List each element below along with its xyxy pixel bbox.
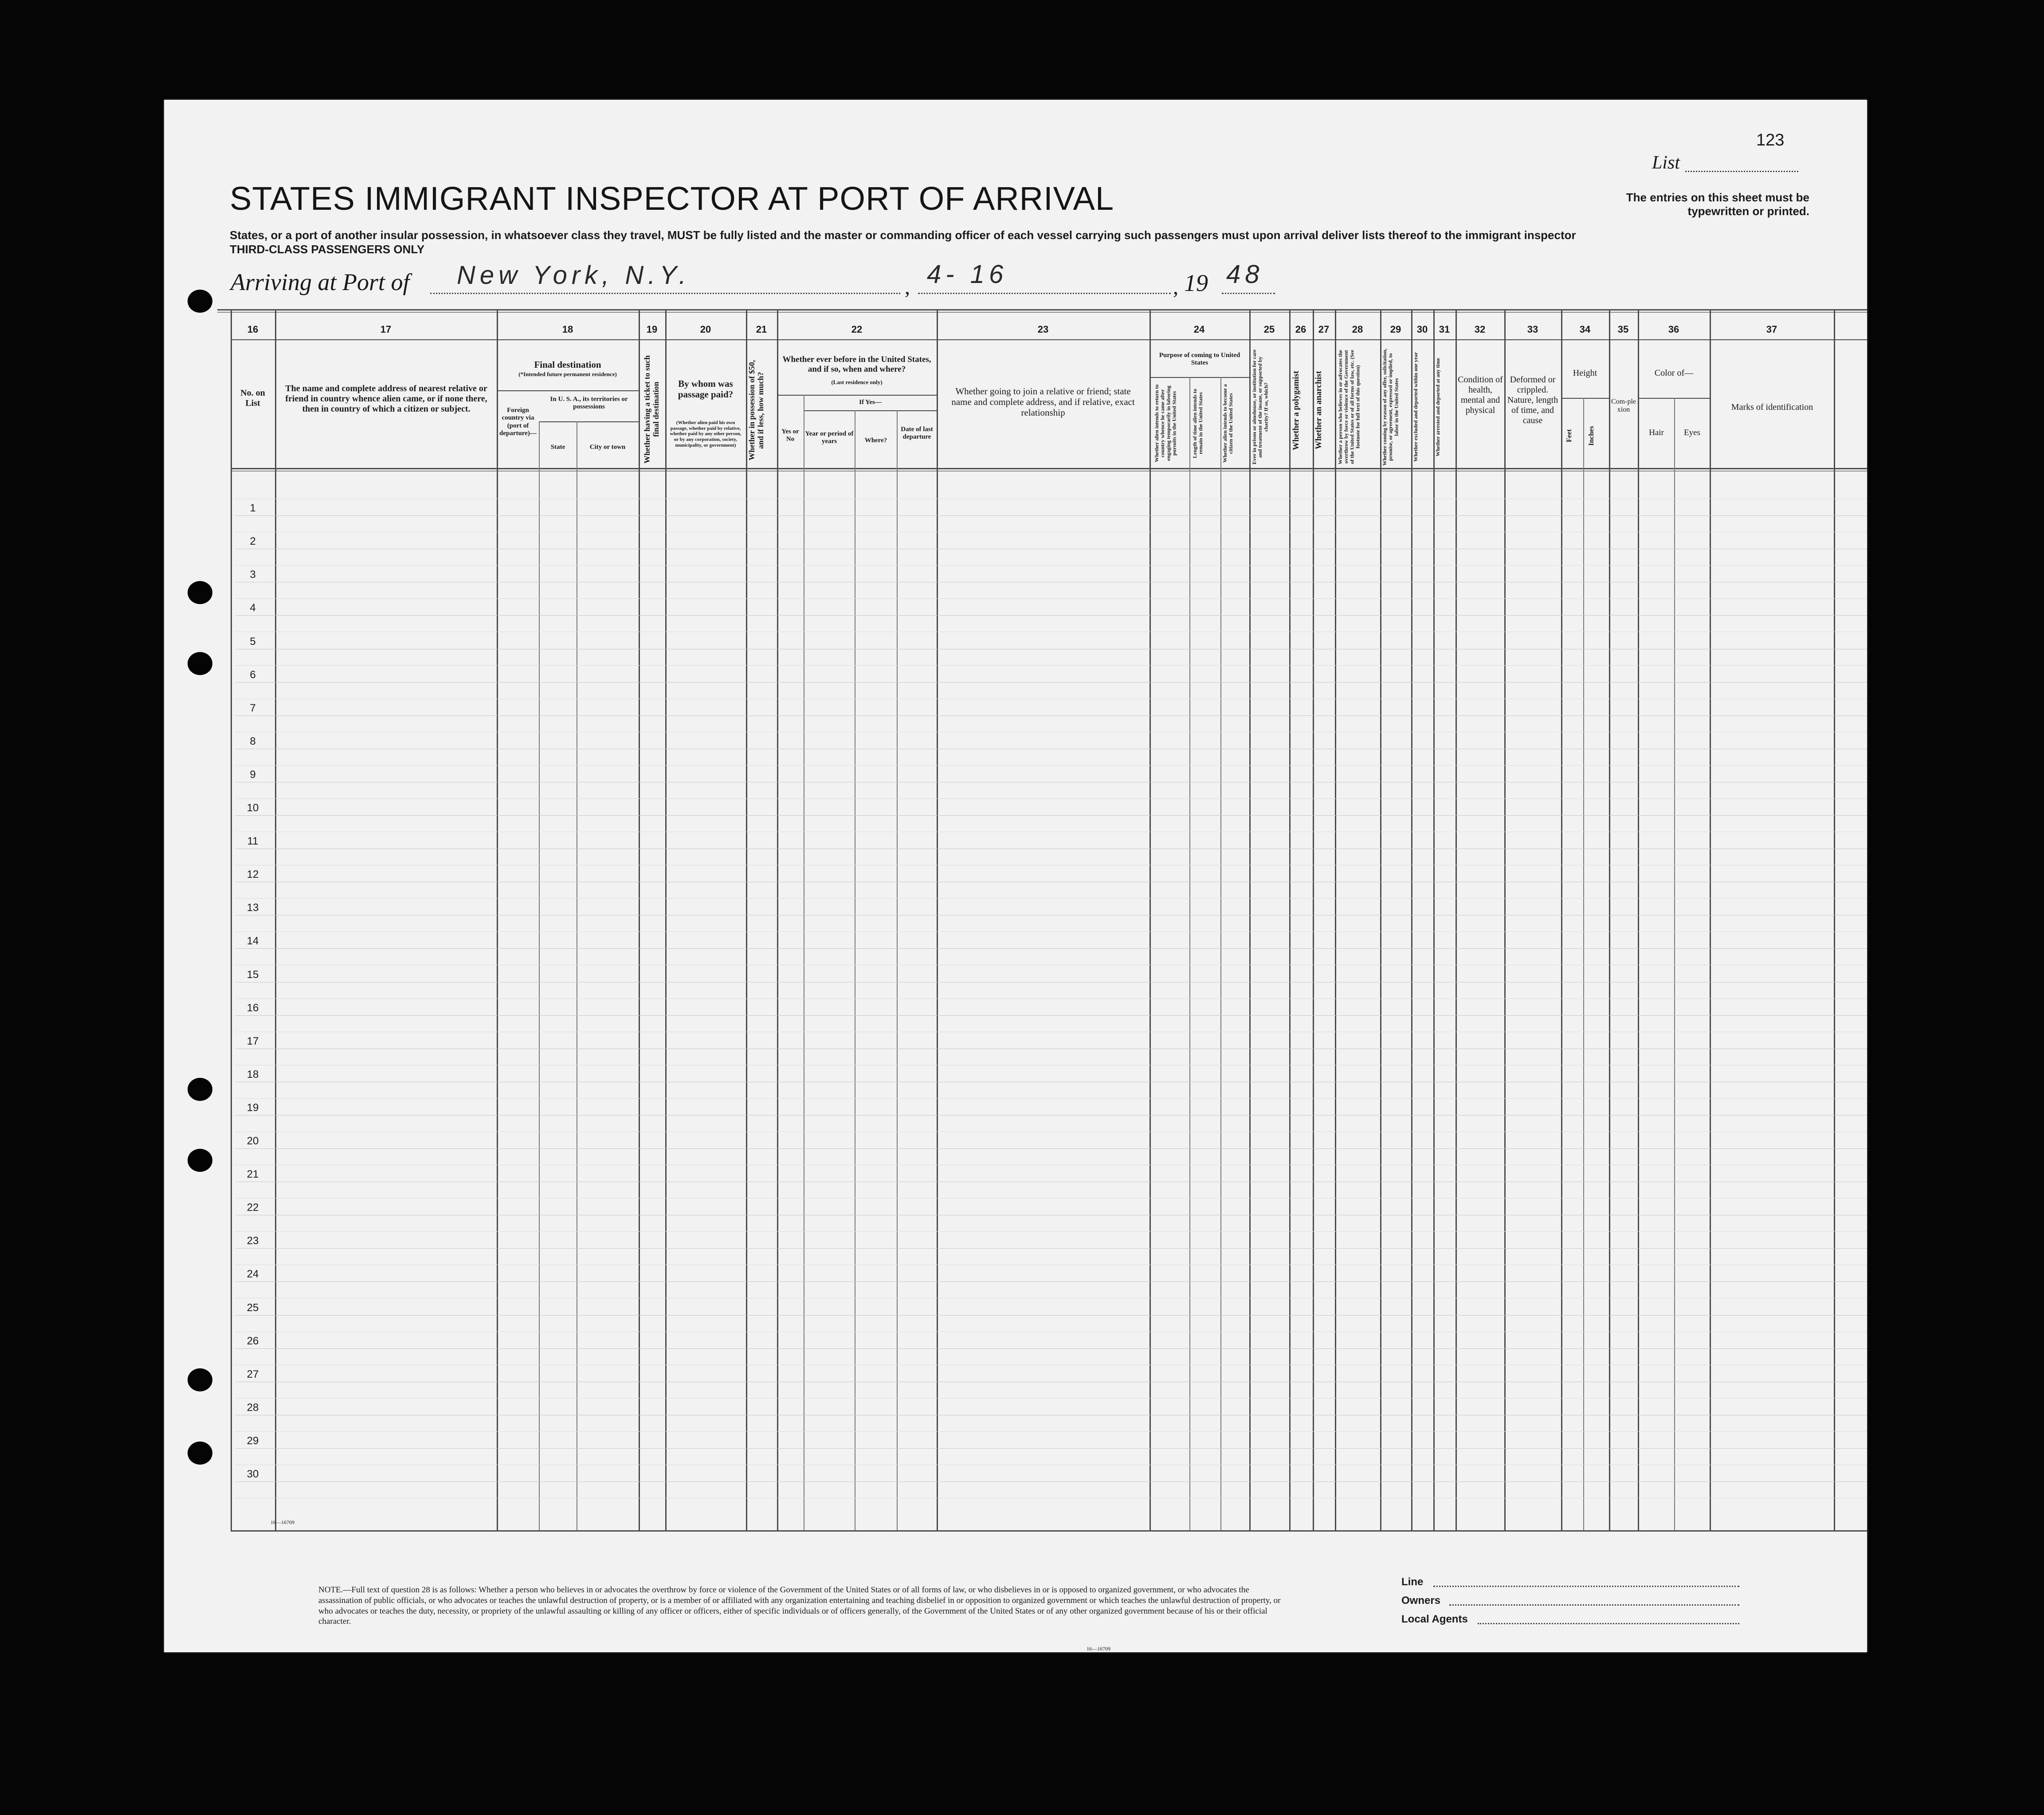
row-number: 2 <box>250 535 256 547</box>
punch-hole <box>188 1442 212 1465</box>
row-number: 9 <box>250 769 256 781</box>
column-line <box>1583 398 1584 1530</box>
colnum-26: 26 <box>1295 324 1306 335</box>
header-color-of: Color of— <box>1654 368 1694 378</box>
header-in-usa: In U. S. A., its territories or possessions <box>550 396 628 411</box>
row-rule <box>235 1015 1867 1016</box>
row-rule <box>235 1281 1867 1282</box>
column-line <box>897 410 898 1530</box>
header-no-on-list: No. on List <box>240 388 265 408</box>
punch-hole <box>188 1368 212 1391</box>
row-number: 5 <box>250 636 256 648</box>
port-line <box>430 293 900 294</box>
header-purpose-a: Whether alien intends to return to country whence he came after engaging temporarily in laboring pursuits in the United States <box>1153 384 1177 463</box>
header-eyes: Eyes <box>1684 428 1700 437</box>
table-top-rule <box>217 312 1867 313</box>
agents-field <box>1478 1623 1739 1624</box>
row-number: 22 <box>247 1202 259 1214</box>
header-deformed: Deformed or crippled. Nature, length of time, and cause <box>1507 375 1558 425</box>
colnum-34: 34 <box>1579 324 1591 335</box>
row-subrule <box>235 1431 1867 1432</box>
colnum-37: 37 <box>1766 324 1777 335</box>
footer-form-code: 16—16709 <box>1087 1646 1110 1652</box>
row-rule <box>235 1315 1867 1316</box>
column-line <box>1189 377 1190 1530</box>
rule-18 <box>539 421 639 422</box>
colnum-20: 20 <box>700 324 711 335</box>
agents-label: Local Agents <box>1401 1613 1468 1625</box>
year-prefix: 19 <box>1184 270 1208 296</box>
header-health: Condition of health, mental and physical <box>1458 375 1503 415</box>
header-offer: Whether coming by reason of any offer, solicitation, promise, or agreement, expressed or implied, to labor in the United States <box>1381 348 1400 466</box>
header-hair: Hair <box>1649 428 1664 437</box>
form-code-bottom: 16—16709 <box>271 1519 294 1525</box>
row-subrule <box>235 1098 1867 1099</box>
row-number: 10 <box>247 802 259 814</box>
row-subrule <box>235 1131 1867 1132</box>
row-number: 23 <box>247 1235 259 1247</box>
row-number: 1 <box>250 502 256 514</box>
header-ticket: Whether having a ticket to such final destination <box>643 355 660 464</box>
row-number: 28 <box>247 1402 259 1414</box>
row-number: 11 <box>247 835 259 847</box>
row-rule <box>235 1148 1867 1149</box>
row-subrule <box>235 931 1867 932</box>
row-subrule <box>235 765 1867 766</box>
comma: , <box>905 275 910 299</box>
colnum-17: 17 <box>380 324 392 335</box>
header-foreign-country: Foreign country via (port of departure)— <box>499 407 537 437</box>
header-anarchist: Whether an anarchist <box>1314 371 1323 450</box>
colnum-25: 25 <box>1263 324 1275 335</box>
colnum-33: 33 <box>1527 324 1538 335</box>
list-number: 123 <box>1756 131 1785 149</box>
row-number: 3 <box>250 569 256 581</box>
header-last-residence: (Last residence only) <box>831 379 883 385</box>
header-final-destination-sub: (*Intended future permanent residence) <box>518 371 617 377</box>
header-complexion: Com-plexion <box>1611 398 1636 414</box>
row-subrule <box>235 1231 1867 1232</box>
year-handwritten: 48 <box>1226 260 1264 289</box>
header-overthrow: Whether a person who believes in or advocates the overthrow by force or violence of the Government of the United States or of all forms of law, etc. (See footnote for full text of this question) <box>1337 350 1361 464</box>
column-line <box>539 421 540 1530</box>
row-number: 12 <box>247 868 259 880</box>
owners-label: Owners <box>1401 1595 1441 1607</box>
column-line <box>1674 398 1675 1530</box>
rule-22 <box>804 410 937 411</box>
row-subrule <box>235 798 1867 799</box>
line-field <box>1433 1586 1739 1587</box>
colnum-32: 32 <box>1474 324 1486 335</box>
row-rule <box>235 1115 1867 1116</box>
comma: , <box>1173 275 1178 299</box>
colnum-23: 23 <box>1037 324 1049 335</box>
header-arrested: Whether arrested and deported at any time <box>1435 358 1441 456</box>
header-ever-before: Whether ever before in the United States, and if so, when and where? <box>782 355 931 374</box>
punch-hole <box>188 290 212 313</box>
row-rule <box>235 615 1867 616</box>
date-handwritten: 4- 16 <box>927 260 1008 289</box>
line-label: Line <box>1401 1576 1424 1588</box>
column-line <box>1220 377 1221 1530</box>
colnum-29: 29 <box>1390 324 1401 335</box>
header-height: Height <box>1573 368 1597 378</box>
colnum-24: 24 <box>1193 324 1205 335</box>
punch-hole <box>188 581 212 604</box>
colnum-16: 16 <box>247 324 259 335</box>
header-prison: Ever in prison or almshouse, or institution for care and treatment of the insane, or supported by charity? If so, which? <box>1251 349 1269 465</box>
arriving-label: Arriving at Port of <box>231 269 410 295</box>
header-polygamist: Whether a polygamist <box>1291 370 1301 450</box>
row-number: 20 <box>247 1135 259 1147</box>
port-handwritten: New York, N.Y. <box>457 261 690 290</box>
row-number: 6 <box>250 669 256 681</box>
colnum-28: 28 <box>1352 324 1363 335</box>
date-line <box>918 293 1171 294</box>
entries-note: The entries on this sheet must be typewritten or printed. <box>1626 191 1809 218</box>
row-rule <box>235 1348 1867 1349</box>
row-number: 24 <box>247 1268 259 1280</box>
header-excluded: Whether excluded and deported within one year <box>1412 352 1419 462</box>
header-yes-no: Yes or No <box>781 428 799 443</box>
list-line <box>1685 171 1798 172</box>
header-marks: Marks of identification <box>1731 402 1813 412</box>
column-line <box>231 309 232 1532</box>
row-number: 29 <box>247 1435 259 1447</box>
header-city: City or town <box>589 444 626 451</box>
colnum-18: 18 <box>562 324 573 335</box>
manifest-sheet <box>164 100 1867 1652</box>
year-line <box>1222 293 1275 294</box>
row-subrule <box>235 898 1867 899</box>
row-number: 19 <box>247 1102 259 1114</box>
row-number: 13 <box>247 902 259 914</box>
rule-18 <box>497 390 639 391</box>
row-number: 18 <box>247 1069 259 1080</box>
punch-hole <box>188 1149 212 1172</box>
footnote-question-28: NOTE.—Full text of question 28 is as follows: Whether a person who believes in or advocates the overthrow by force or violence of the Government of the United States or of all forms of law, or who disbelieves in or is opposed to organized government, or who advocates the assassination of public officials, or who advocates or teaches the unlawful destruction of property, or is a member of or affiliated with any organization entertaining and teaching disbelief in or opposition to organized government or which teaches the unlawful destruction of property, or who advocates or teaches the duty, necessity, or propriety of the unlawful assaulting or killing of any officer or officers, either of specific individuals or of officers generally, of the Government of the United States or of any other organized government because of his or their official character. <box>318 1585 1281 1626</box>
rule-24 <box>1150 377 1249 378</box>
row-subrule <box>235 598 1867 599</box>
row-rule <box>235 682 1867 683</box>
list-label: List <box>1652 153 1680 173</box>
header-where: Where? <box>864 437 887 444</box>
row-number: 27 <box>247 1368 259 1380</box>
header-state: State <box>550 444 565 451</box>
row-number: 17 <box>247 1035 259 1047</box>
header-passage-paid-sub: (Whether alien paid his own passage, whether paid by relative, whether paid by any other person, or by any corporation, society, municipality, or government) <box>670 420 741 448</box>
row-number: 25 <box>247 1302 259 1314</box>
rule-36 <box>1638 398 1710 399</box>
colnum-21: 21 <box>756 324 767 335</box>
header-passage-paid: By whom was passage paid? <box>678 378 734 400</box>
colnum-22: 22 <box>851 324 863 335</box>
row-number: 8 <box>250 735 256 747</box>
row-rule <box>235 515 1867 516</box>
header-year: Year or period of years <box>805 430 854 445</box>
row-subrule <box>235 998 1867 999</box>
punch-hole <box>188 1078 212 1101</box>
header-going-to-join: Whether going to join a relative or friend; state name and complete address, and if relative, exact relationship <box>951 386 1135 418</box>
header-purpose: Purpose of coming to United States <box>1159 352 1240 367</box>
row-number: 21 <box>247 1168 259 1180</box>
page-title: STATES IMMIGRANT INSPECTOR AT PORT OF ARRIVAL <box>230 180 1114 217</box>
colnum-rule <box>231 339 1867 340</box>
colnum-27: 27 <box>1318 324 1330 335</box>
row-rule <box>235 715 1867 716</box>
instructions-line: States, or a port of another insular possession, in whatsoever class they travel, MUST be fully listed and the master or commanding officer of each vessel carrying such passengers must upon arrival deliver lists thereof to the immigrant inspector <box>230 228 1576 242</box>
header-inches: Inches <box>1588 426 1595 446</box>
row-subrule <box>235 1398 1867 1399</box>
owners-field <box>1449 1604 1739 1606</box>
row-rule <box>235 1481 1867 1482</box>
colnum-30: 30 <box>1416 324 1428 335</box>
header-purpose-c: Whether alien intends to become a citizen of the United States <box>1222 384 1234 463</box>
row-number: 30 <box>247 1468 259 1480</box>
row-rule <box>235 948 1867 949</box>
header-feet: Feet <box>1565 429 1573 443</box>
row-number: 26 <box>247 1335 259 1347</box>
row-rule <box>235 1448 1867 1449</box>
header-bottom-rule <box>231 468 1867 469</box>
row-number: 16 <box>247 1002 259 1014</box>
colnum-31: 31 <box>1439 324 1450 335</box>
table-bottom-rule <box>231 1530 1867 1532</box>
rule-22 <box>777 395 937 396</box>
header-purpose-b: Length of time alien intends to remain in the United States <box>1192 389 1204 458</box>
header-if-yes: If Yes— <box>859 399 882 406</box>
row-number: 7 <box>250 702 256 714</box>
row-number: 14 <box>247 935 259 947</box>
punch-hole <box>188 652 212 675</box>
header-nearest-relative: The name and complete address of nearest relative or friend in country whence alien came, or if none there, then in country of which a citizen or subject. <box>285 384 487 414</box>
row-number: 4 <box>250 602 256 614</box>
colnum-35: 35 <box>1617 324 1629 335</box>
row-number: 15 <box>247 969 259 981</box>
row-rule <box>235 815 1867 816</box>
header-fifty-dollars: Whether in possession of $50, and if less, how much? <box>747 360 765 461</box>
rule-34 <box>1561 398 1609 399</box>
header-final-destination: Final destination <box>534 359 601 370</box>
row-subrule <box>235 565 1867 566</box>
colnum-19: 19 <box>646 324 658 335</box>
colnum-36: 36 <box>1668 324 1679 335</box>
passenger-class: THIRD-CLASS PASSENGERS ONLY <box>230 243 425 256</box>
row-rule <box>235 1248 1867 1249</box>
row-subrule <box>235 665 1867 666</box>
table-top-rule <box>217 309 1867 310</box>
header-date-departure: Date of last departure <box>901 426 933 441</box>
